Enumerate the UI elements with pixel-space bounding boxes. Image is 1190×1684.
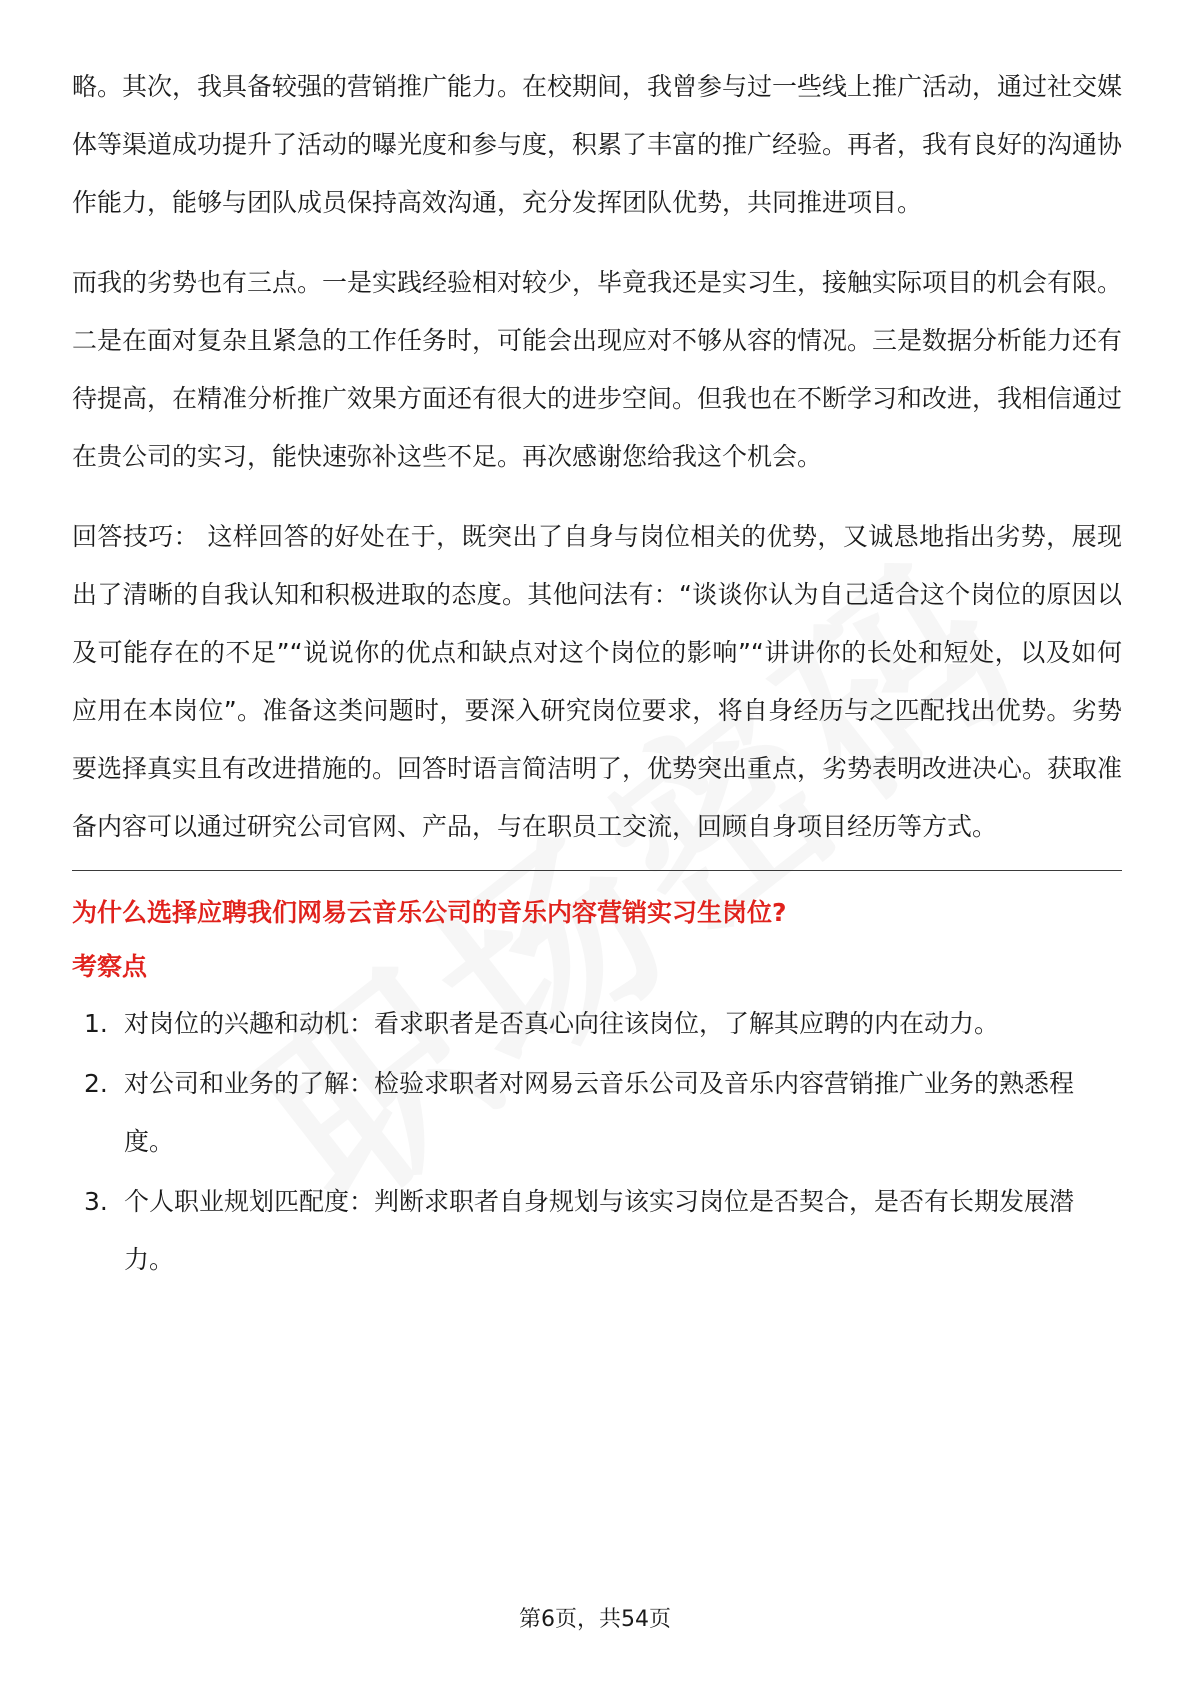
section-label-focus-points: 考察点 xyxy=(72,952,148,981)
document-page xyxy=(72,58,1122,1291)
list-item-text: 对公司和业务的了解：检验求职者对网易云音乐公司及音乐内容营销推广业务的熟悉程度。 xyxy=(124,1069,1075,1156)
section-divider xyxy=(72,870,1122,871)
list-item xyxy=(72,995,1122,1053)
question-heading: 为什么选择应聘我们网易云音乐公司的音乐内容营销实习生岗位? xyxy=(72,898,787,927)
list-item xyxy=(72,1173,1122,1289)
list-item-text: 个人职业规划匹配度：判断求职者自身规划与该实习岗位是否契合，是否有长期发展潜力。 xyxy=(124,1187,1075,1274)
list-item-number: 1. xyxy=(84,1009,108,1038)
paragraph-weaknesses: 而我的劣势也有三点。一是实践经验相对较少，毕竟我还是实习生，接触实际项目的机会有限。二是在面对复杂且紧急的工作任务时，可能会出现应对不够从容的情况。三是数据分析能力还有待提高，在精准分析推广效果方面还有很大的进步空间。但我也在不断学习和改进，我相信通过在贵公司的实习，能快速弥补这些不足。再次感谢您给我这个机会。 xyxy=(72,268,1123,471)
page-number: 第6页，共54页 xyxy=(519,1607,671,1632)
list-item-number: 2. xyxy=(84,1069,108,1098)
paragraph-answer-tips: 回答技巧： 这样回答的好处在于，既突出了自身与岗位相关的优势，又诚恳地指出劣势，展现出了清晰的自我认知和积极进取的态度。其他问法有：“谈谈你认为自己适合这个岗位的原因以及可能存在的不足”“说说你的优点和缺点对这个岗位的影响”“讲讲你的长处和短处，以及如何应用在本岗位”。准备这类问题时，要深入研究岗位要求，将自身经历与之匹配找出优势。劣势要选择真实且有改进措施的。回答时语言简洁明了，优势突出重点，劣势表明改进决心。获取准备内容可以通过研究公司官网、产品，与在职员工交流，回顾自身项目经历等方式。 xyxy=(72,522,1123,841)
paragraph-strengths: 略。其次，我具备较强的营销推广能力。在校期间，我曾参与过一些线上推广活动，通过社交媒体等渠道成功提升了活动的曝光度和参与度，积累了丰富的推广经验。再者，我有良好的沟通协作能力，能够与团队成员保持高效沟通，充分发挥团队优势，共同推进项目。 xyxy=(72,72,1123,217)
list-item-number: 3. xyxy=(84,1187,108,1216)
list-item-text: 对岗位的兴趣和动机：看求职者是否真心向往该岗位，了解其应聘的内在动力。 xyxy=(124,1009,1000,1038)
focus-points-list xyxy=(72,995,1122,1289)
list-item xyxy=(72,1055,1122,1171)
